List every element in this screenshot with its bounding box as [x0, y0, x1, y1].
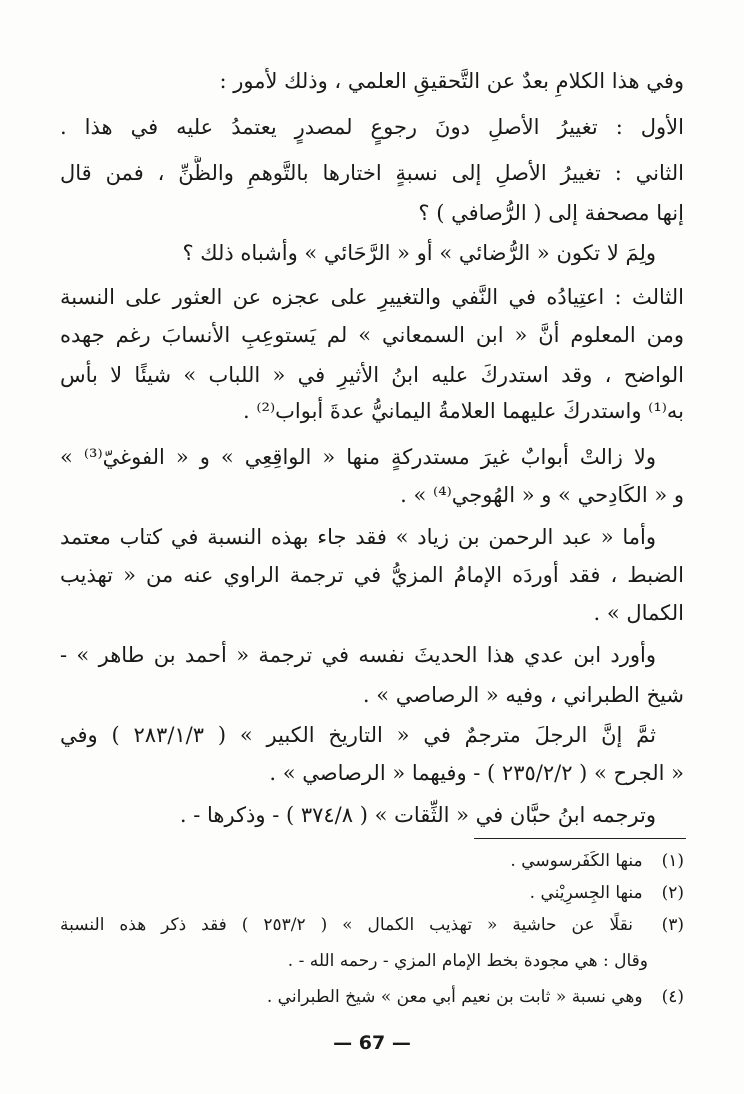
footnote-separator — [474, 838, 686, 839]
text-line: الواضح ، وقد استدركَ عليه ابنُ الأثيرِ في « اللباب » شيئًا لا بأس — [60, 363, 684, 387]
text-line: الكمال » . — [593, 601, 684, 625]
footnote-2 — [60, 880, 684, 908]
text-line: ولِمَ لا تكون « الرُّضائي » أو « الرَّحَائي » وأشباه ذلك ؟ — [182, 241, 656, 265]
text-line: وفي هذا الكلامِ بعدٌ عن التَّحقيقِ العلمي ، وذلك لأمور : — [219, 69, 684, 93]
footnote-text: نقلًا عن حاشية « تهذيب الكمال » ( ٢٥٣/٢ ) فقد ذكر هذه النسبة — [60, 915, 634, 935]
footnote-number: (٤) — [661, 987, 684, 1007]
text-line: ومن المعلوم أنَّ « ابن السمعاني » لم يَستوعِبِ الأنسابَ رغم جهده — [60, 323, 684, 347]
footnote-1 — [60, 848, 684, 876]
page-number: — 67 — — [333, 1032, 411, 1054]
text-line: « الجرح » ( ٢٣٥/٢/٢ ) - وفيهما « الرصاصي » . — [269, 761, 684, 785]
text-line: به⁽¹⁾ واستدركَ عليهما العلامةُ اليمانيُّ عدةَ أبواب⁽²⁾ . — [243, 399, 684, 423]
footnote-4 — [60, 984, 684, 1012]
footnote-number: (٢) — [661, 883, 684, 903]
text-line: إنها مصحفة إلى ( الرُّصافي ) ؟ — [418, 201, 684, 225]
text-line: وترجمه ابنُ حبَّان في « الثِّقات » ( ٣٧٤/٨ ) - وذكرها - . — [179, 803, 656, 827]
text-line: ولا زالتْ أبوابٌ غيرَ مستدركةٍ منها « الواقِعِي » و « الفوغيّ⁽³⁾ » — [60, 445, 656, 469]
text-line: و « الكَادِحي » و « الهُوجي⁽⁴⁾ » . — [400, 483, 684, 507]
text-line: الثاني : تغييرُ الأصلِ إلى نسبةٍ اختارها بالتَّوهمِ والظَّنِّ ، فمن قال — [60, 161, 684, 185]
text-line: شيخ الطبراني ، وفيه « الرصاصي » . — [362, 683, 684, 707]
footnote-text: منها الكَفَرسوسي . — [510, 851, 643, 871]
text-line: الضبط ، فقد أوردَه الإمامُ المزيُّ في ترجمة الراوي عنه من « تهذيب — [60, 563, 684, 587]
footnote-3-continuation — [60, 948, 648, 976]
text-line: الأول : تغييرُ الأصلِ دونَ رجوعٍ لمصدرٍ يعتمدُ عليه في هذا . — [60, 115, 684, 139]
text-line: الثالث : اعتِيادُه في النَّفي والتغييرِ على عجزه عن العثور على النسبة — [60, 285, 684, 309]
footnote-text: وقال : هي مجودة بخط الإمام المزي - رحمه الله - . — [287, 951, 648, 971]
text-line: وأما « عبد الرحمن بن زياد » فقد جاء بهذه النسبة في كتاب معتمد — [60, 525, 656, 549]
footnote-3 — [60, 912, 684, 940]
text-line: ثمَّ إنَّ الرجلَ مترجمٌ في « التاريخ الكبير » ( ٢٨٣/١/٣ ) وفي — [60, 723, 656, 747]
footnote-number: (٣) — [661, 915, 684, 935]
footnote-text: منها الجِسرِيْني . — [529, 883, 643, 903]
footnote-text: وهي نسبة « ثابت بن نعيم أبي معن » شيخ الطبراني . — [266, 987, 643, 1007]
footnote-number: (١) — [661, 851, 684, 871]
text-line: وأورد ابن عدي هذا الحديثَ نفسه في ترجمة « أحمد بن طاهر » - — [60, 643, 656, 667]
